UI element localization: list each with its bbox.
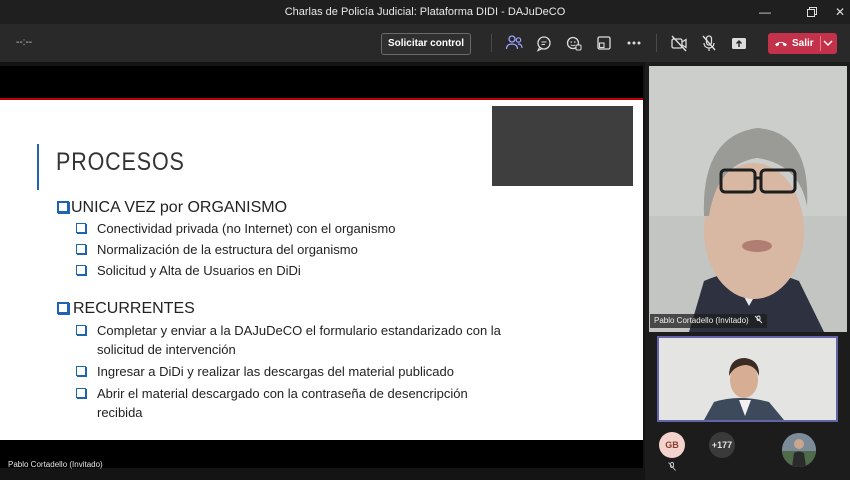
mic-off-small-icon <box>754 315 763 324</box>
presenter-name: Pablo Cortadello (Invitado) <box>8 460 103 469</box>
title-bar <box>0 0 850 24</box>
list-item: Solicitud y Alta de Usuarios en DiDi <box>97 263 301 278</box>
overflow-participants-badge[interactable] <box>709 432 735 458</box>
checkbox-bullet-icon <box>76 366 86 376</box>
list-item: Normalización de la estructura del organismo <box>97 242 358 257</box>
leave-button[interactable] <box>768 33 837 54</box>
slide-header-band <box>0 66 643 100</box>
camera-off-icon[interactable] <box>668 33 690 53</box>
reactions-icon[interactable] <box>563 33 585 53</box>
window-title: Charlas de Policía Judicial: Plataforma DIDI - DAJuDeCO <box>284 6 566 18</box>
list-item-continuation: recibida <box>97 405 143 420</box>
checkbox-bullet-icon <box>76 244 86 254</box>
mic-off-small-icon <box>668 462 676 471</box>
checkbox-bullet-icon <box>76 265 86 275</box>
section-heading-recurring: RECURRENTES <box>73 300 195 317</box>
list-item: Completar y enviar a la DAJuDeCO el formulario estandarizado con la <box>97 323 501 338</box>
list-item-continuation: solicitud de intervención <box>97 342 236 357</box>
request-control-button[interactable]: Solicitar control <box>381 33 471 55</box>
avatar-photo <box>782 433 816 467</box>
presentation-slide <box>0 100 643 440</box>
leave-divider <box>820 36 821 51</box>
participant-video-main[interactable] <box>649 66 847 332</box>
participant-name-label <box>650 314 767 328</box>
chevron-down-icon[interactable] <box>823 40 833 47</box>
list-item: Abrir el material descargado con la contraseña de desencripción <box>97 386 468 401</box>
checkbox-bullet-icon <box>57 201 69 213</box>
share-tray-icon[interactable] <box>728 33 750 53</box>
list-item: Ingresar a DiDi y realizar las descargas del material publicado <box>97 364 454 379</box>
avatar[interactable] <box>782 433 816 467</box>
checkbox-bullet-icon <box>76 223 86 233</box>
list-item: Conectividad privada (no Internet) con el organismo <box>97 221 396 236</box>
meeting-toolbar <box>0 24 850 62</box>
phone-icon <box>774 38 788 49</box>
overflow-count: +177 <box>711 440 733 450</box>
people-icon[interactable] <box>503 33 525 53</box>
mic-off-icon[interactable] <box>698 33 720 53</box>
checkbox-bullet-icon <box>57 302 69 314</box>
meeting-timer: --:-- <box>16 37 33 48</box>
chat-icon[interactable] <box>533 33 555 53</box>
participant-video-secondary[interactable] <box>657 336 838 422</box>
more-icon[interactable] <box>623 33 645 53</box>
checkbox-bullet-icon <box>76 325 86 335</box>
minimize-icon[interactable]: — <box>759 5 771 19</box>
avatar-initials: GB <box>665 440 679 450</box>
avatar[interactable] <box>659 432 685 458</box>
slide-title: PROCESOS <box>56 148 185 176</box>
title-accent-bar <box>37 144 39 190</box>
section-heading-once: UNICA VEZ por ORGANISMO <box>71 199 288 216</box>
participant-photo <box>649 66 847 332</box>
participant-photo <box>659 338 836 420</box>
toolbar-divider <box>491 34 492 52</box>
toolbar-divider <box>656 34 657 52</box>
participant-name: Pablo Cortadello (Invitado) <box>654 316 749 325</box>
checkbox-bullet-icon <box>76 388 86 398</box>
leave-label: Salir <box>792 38 814 49</box>
close-icon[interactable]: ✕ <box>834 5 846 19</box>
share-icon[interactable] <box>593 33 615 53</box>
slide-placeholder-box <box>492 106 633 186</box>
